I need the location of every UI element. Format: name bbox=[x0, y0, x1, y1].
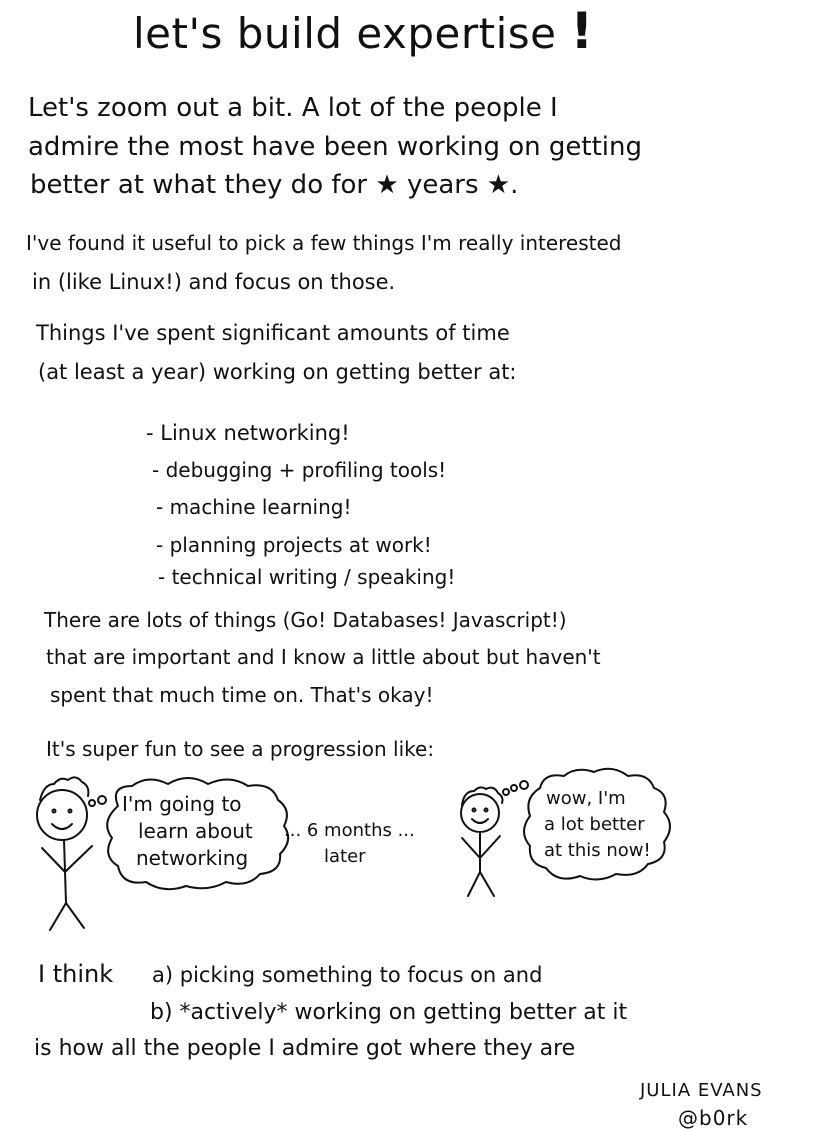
bubble-2-text bbox=[544, 786, 651, 864]
things-line-1: Things I've spent significant amounts of time bbox=[36, 321, 510, 345]
focus-line-2: in (like Linux!) and focus on those. bbox=[32, 270, 396, 294]
conclusion-last-line: is how all the people I admire got where they are bbox=[34, 1036, 576, 1061]
intro-line-1: Let's zoom out a bit. A lot of the people I bbox=[28, 93, 558, 123]
lots-line-3: spent that much time on. That's okay! bbox=[50, 683, 434, 707]
bubble-1-line: networking bbox=[136, 846, 249, 870]
lots-line-1: There are lots of things (Go! Databases! Javascript!) bbox=[44, 608, 567, 632]
signature-handle: @b0rk bbox=[678, 1106, 749, 1130]
bubble-2-line: at this now! bbox=[544, 840, 651, 861]
time-passing-line-1: ... 6 months ... bbox=[284, 820, 415, 841]
focus-line-1: I've found it useful to pick a few things I'm really interested bbox=[26, 231, 622, 255]
lots-line-2: that are important and I know a little about but haven't bbox=[46, 645, 601, 669]
stick-figure-before-icon bbox=[37, 777, 92, 930]
bubble-1-line: I'm going to bbox=[122, 792, 242, 816]
title-exclamation: ! bbox=[570, 2, 594, 60]
things-line-2: (at least a year) working on getting better at: bbox=[38, 360, 517, 384]
skill-item: - technical writing / speaking! bbox=[158, 565, 456, 589]
bubble-2-line: wow, I'm bbox=[546, 788, 626, 809]
skill-item: - debugging + profiling tools! bbox=[152, 458, 447, 482]
conclusion-point-b: b) *actively* working on getting better at it bbox=[150, 1000, 628, 1025]
skill-item: - Linux networking! bbox=[146, 421, 350, 445]
bubble-1-line: learn about bbox=[138, 819, 253, 843]
conclusion-lead: I think bbox=[38, 960, 114, 988]
time-passing-line-2: later bbox=[324, 846, 366, 867]
stick-figure-after-icon bbox=[461, 787, 503, 896]
intro-line-2: admire the most have been working on getting bbox=[28, 132, 642, 162]
signature-name: JULIA EVANS bbox=[640, 1080, 763, 1101]
skill-item: - planning projects at work! bbox=[156, 533, 432, 557]
bubble-1-text bbox=[122, 791, 253, 872]
skill-item: - machine learning! bbox=[156, 495, 352, 519]
intro-line-3: better at what they do for ★ years ★. bbox=[30, 170, 519, 200]
title-text: let's build expertise bbox=[133, 9, 557, 58]
conclusion-point-a: a) picking something to focus on and bbox=[152, 963, 543, 987]
progression-intro: It's super fun to see a progression like: bbox=[46, 737, 435, 761]
bubble-2-line: a lot better bbox=[544, 814, 645, 835]
